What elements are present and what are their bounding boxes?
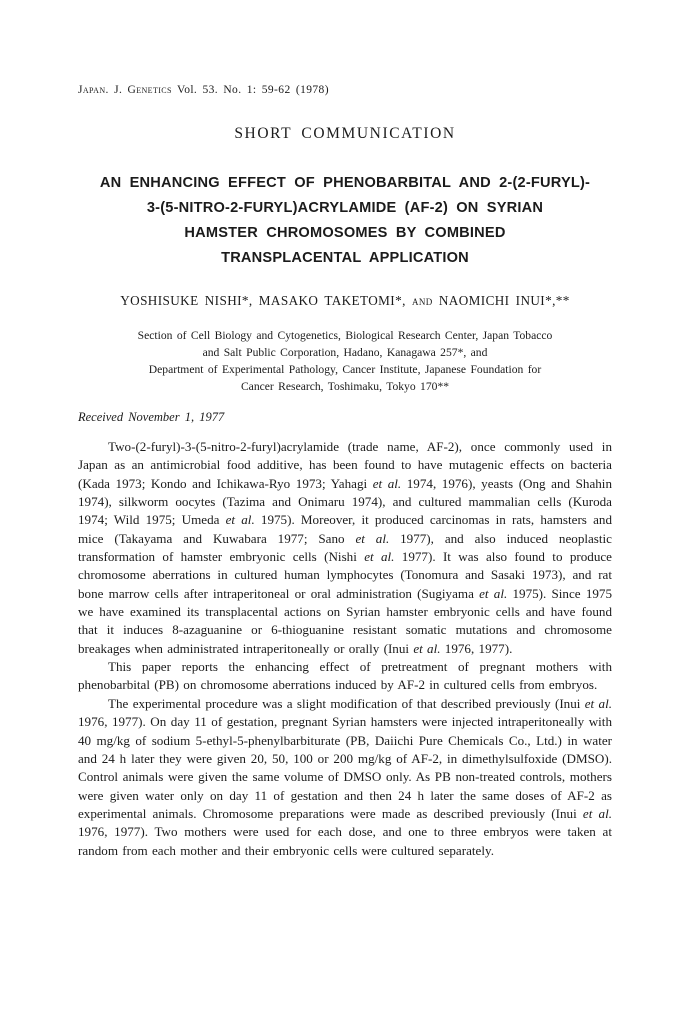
title-line-3: HAMSTER CHROMOSOMES BY COMBINED xyxy=(184,225,506,241)
paper-title xyxy=(78,171,612,271)
received-date: Received November 1, 1977 xyxy=(78,410,225,424)
article-body xyxy=(78,438,612,860)
author-line xyxy=(78,293,612,309)
affiliation-block xyxy=(78,327,612,395)
author-names-before-and: YOSHISUKE NISHI*, MASAKO TAKETOMI*, xyxy=(120,293,406,308)
title-line-4: TRANSPLACENTAL APPLICATION xyxy=(221,250,469,266)
paragraph-3: The experimental procedure was a slight modification of that described previously (Inui et al. 1976, 1977). On day 11 of gestation, pregnant Syrian hamsters were injected intraperitoneally with 40 mg/kg of sodium 5-ethyl-5-phenylbarbiturate (PB, Daiichi Pure Chemicals Co., Ltd.) in water and 24 h later they were given 20, 50, 100 or 200 mg/kg of AF-2, in dimethylsulfoxide (DMSO). Control animals were given the same volume of DMSO only. As PB non-treated controls, mothers were given water only on day 11 of gestation and then 24 h later the same doses of AF-2 as experimental animals. Chromosome preparations were made as described previously (Inui et al. 1976, 1977). Two mothers were used for each dose, and one to three embryos were taken at random from each mother and their embryonic cells were cultured separately. xyxy=(78,695,612,858)
affiliation-line-1: Section of Cell Biology and Cytogenetics, Biological Research Center, Japan Tobacco xyxy=(137,329,553,342)
affiliation-line-3: Department of Experimental Pathology, Cancer Institute, Japanese Foundation for xyxy=(148,363,542,376)
paragraph-1: Two-(2-furyl)-3-(5-nitro-2-furyl)acrylamide (trade name, AF-2), once commonly used in Japan as an antimicrobial food additive, has been found to have mutagenic effects on bacteria (Kada 1973; Kondo and Ichikawa-Ryo 1973; Yahagi et al. 1974, 1976), yeasts (Ong and Shahin 1974), silkworm oocytes (Tazima and Onimaru 1974), and cultured mammalian cells (Kuroda 1974; Wild 1975; Umeda et al. 1975). Moreover, it produced carcinomas in rats, hamsters and mice (Takayama and Kuwabara 1977; Sano et al. 1977), and also induced neoplastic transformation of hamster embryonic cells (Nishi et al. 1977). It was also found to produce chromosome aberrations in cultured human lymphocytes (Tonomura and Sasaki 1973), and rat bone marrow cells after intraperitoneal or oral administration (Sugiyama et al. 1975). Since 1975 we have examined its transplacental actions on Syrian hamster embryonic cells and have found that it induces 8-azaguanine or 6-thioguanine resistant somatic mutations and chromosome breakages when administrated intraperitoneally or orally (Inui et al. 1976, 1977). xyxy=(78,439,613,656)
journal-name: Japan. J. Genetics xyxy=(78,84,172,96)
journal-header xyxy=(78,84,612,97)
journal-issue-info: Vol. 53. No. 1: 59-62 (1978) xyxy=(176,84,329,96)
title-line-2: 3-(5-NITRO-2-FURYL)ACRYLAMIDE (AF-2) ON SYRIAN xyxy=(146,200,544,216)
title-line-1: AN ENHANCING EFFECT OF PHENOBARBITAL AND 2-(2-FURYL)- xyxy=(99,175,591,191)
affiliation-line-4: Cancer Research, Toshimaku, Tokyo 170** xyxy=(240,380,450,393)
section-heading: SHORT COMMUNICATION xyxy=(234,125,456,142)
affiliation-line-2: and Salt Public Corporation, Hadano, Kanagawa 257*, and xyxy=(202,346,488,359)
author-names-after-and: NAOMICHI INUI*,** xyxy=(438,293,570,308)
author-conjunction: and xyxy=(411,293,433,308)
paragraph-2: This paper reports the enhancing effect of pretreatment of pregnant mothers with phenobarbital (PB) on chromosome aberrations induced by AF-2 in cultured cells from embryos. xyxy=(78,659,612,693)
